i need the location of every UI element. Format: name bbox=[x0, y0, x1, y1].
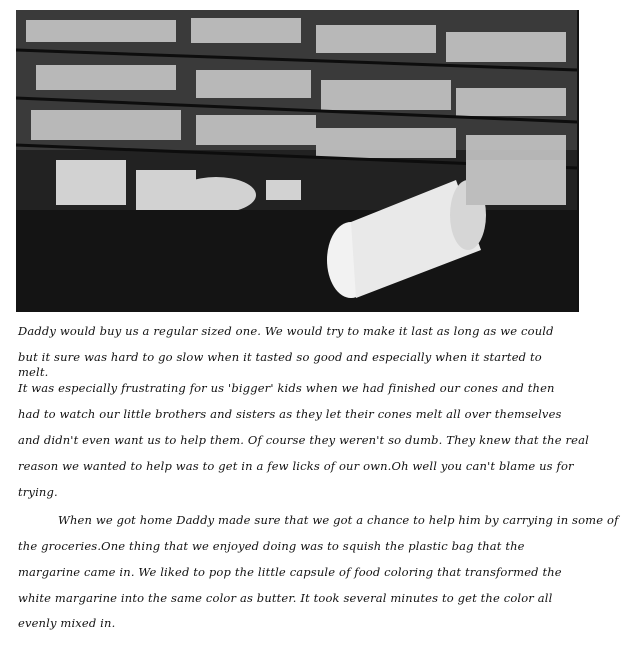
text-line: margarine came in. We liked to pop the little capsule of food coloring that transformed the bbox=[18, 565, 562, 579]
text-line: evenly mixed in. bbox=[18, 616, 116, 630]
text-line: and didn't even want us to help them. Of course they weren't so dumb. They knew that the real bbox=[18, 433, 589, 447]
text-line: melt. bbox=[18, 365, 49, 379]
text-line: white margarine into the same color as butter. It took several minutes to get the color all bbox=[18, 591, 553, 605]
text-line: had to watch our little brothers and sisters as they let their cones melt all over themselves bbox=[18, 407, 562, 421]
store-shelves-image bbox=[16, 10, 577, 312]
text-line: It was especially frustrating for us 'bigger' kids when we had finished our cones and then bbox=[18, 381, 555, 395]
text-line: Daddy would buy us a regular sized one. We would try to make it last as long as we could bbox=[18, 324, 554, 338]
text-line: When we got home Daddy made sure that we got a chance to help him by carrying in some of bbox=[58, 513, 619, 527]
text-line: reason we wanted to help was to get in a few licks of our own.Oh well you can't blame us for bbox=[18, 459, 574, 473]
text-line: but it sure was hard to go slow when it tasted so good and especially when it started to bbox=[18, 350, 542, 364]
text-line: the groceries.One thing that we enjoyed doing was to squish the plastic bag that the bbox=[18, 539, 525, 553]
text-line: trying. bbox=[18, 485, 58, 499]
store-shelves-photo bbox=[16, 10, 579, 312]
